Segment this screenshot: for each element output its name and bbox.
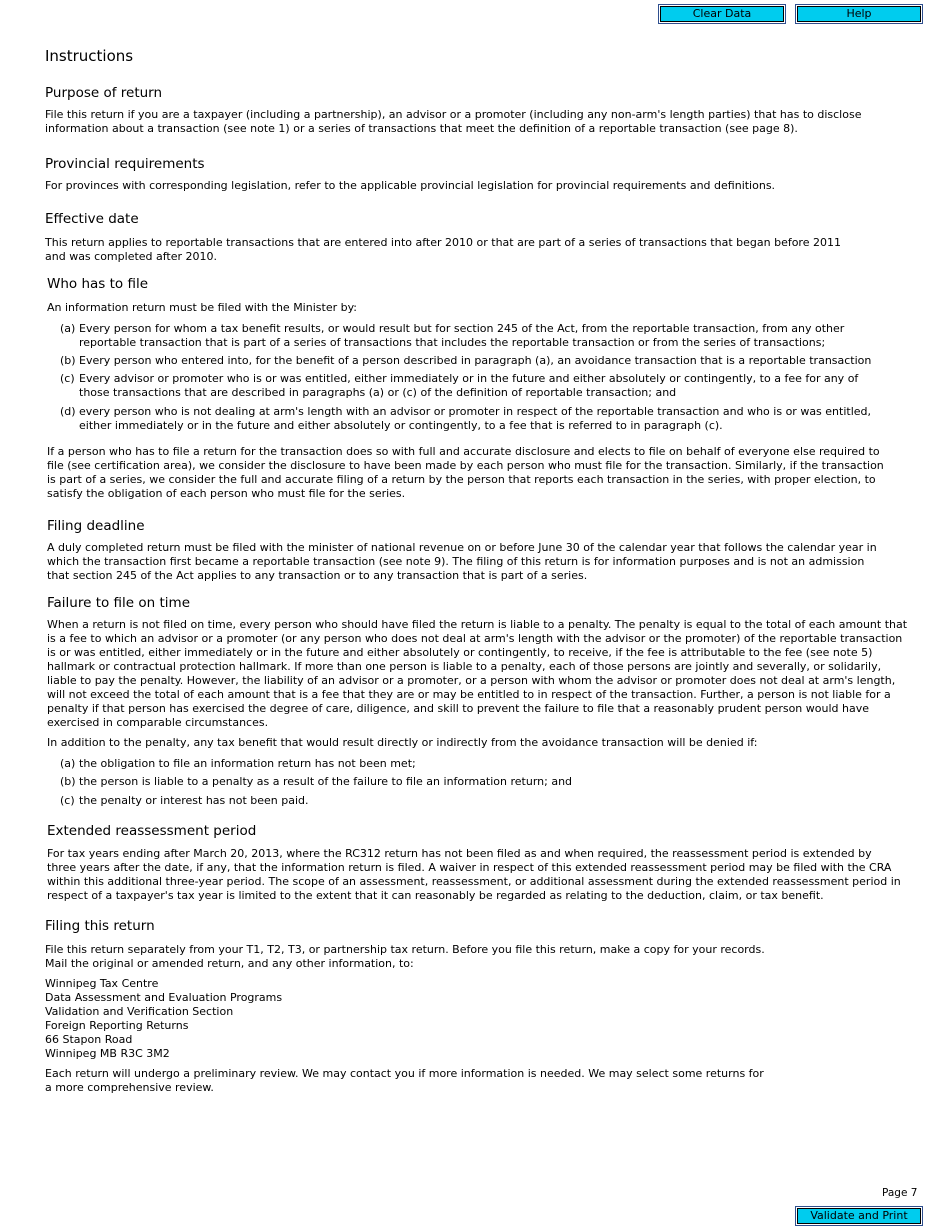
list-item-text: the penalty or interest has not been paid.	[79, 794, 309, 807]
list-item-label: (a)	[60, 322, 76, 335]
list-item	[60, 757, 416, 771]
who-closing: If a person who has to file a return for the transaction does so with full and accurate disclosure and elects to file on behalf of everyone else required to file (see certification area), we consider the disclosure to have been made by each person who must file for the transaction. Similarly, if the transaction is part of a series, we consider the full and accurate filing of a return by the person that reports each transaction in the series, with proper election, to satisfy the obligation of each person who must file for the series.	[47, 445, 884, 500]
extended-heading: Extended reassessment period	[47, 823, 257, 839]
provincial-text: For provinces with corresponding legislation, refer to the applicable provincial legislation for provincial requirements and definitions.	[45, 179, 776, 192]
instructions-title: Instructions	[45, 47, 134, 65]
help-button[interactable]: Help	[797, 6, 921, 22]
list-item	[60, 354, 871, 368]
clear-data-button[interactable]: Clear Data	[660, 6, 784, 22]
purpose-heading: Purpose of return	[45, 85, 163, 101]
list-item-label: (b)	[60, 354, 76, 367]
mailing-address: Winnipeg Tax Centre Data Assessment and Evaluation Programs Validation and Verification Section Foreign Reporting Returns 66 Stapon Road Winnipeg MB R3C 3M2	[45, 977, 283, 1060]
page-number: Page 7	[882, 1187, 918, 1199]
list-item	[60, 775, 572, 789]
list-item	[60, 372, 858, 400]
list-item-text: the obligation to file an information return has not been met;	[79, 757, 416, 770]
extended-text: For tax years ending after March 20, 2013, where the RC312 return has not been filed as and when required, the reassessment period is extended by three years after the date, if any, that the information return is filed. A waiver in respect of this extended reassessment period may be filed with the CRA within this additional three-year period. The scope of an assessment, reassessment, or additional assessment during the extended reassessment period in respect of a taxpayer's tax year is limited to the extent that it can reasonably be regarded as relating to the deduction, claim, or tax benefit.	[47, 847, 901, 902]
effective-text: This return applies to reportable transactions that are entered into after 2010 or that are part of a series of transactions that began before 2011 and was completed after 2010.	[45, 236, 841, 263]
list-item-text: every person who is not dealing at arm's length with an advisor or promoter in respect of the reportable transaction and who is or was entitled, either immediately or in the future and either absolutely or contingently, to a fee that is referred to in paragraph (c).	[79, 405, 872, 432]
filing-closing: Each return will undergo a preliminary review. We may contact you if more information is needed. We may select some returns for a more comprehensive review.	[45, 1067, 764, 1094]
failure-text: When a return is not filed on time, every person who should have filed the return is liable to a penalty. The penalty is equal to the total of each amount that is a fee to which an advisor or a promoter (or any person who does not deal at arm's length with the advisor or the promoter) of the reportable transaction is or was entitled, either immediately or in the future and either absolutely or contingently, to receive, if the fee is attributable to the fee (see note 5) hallmark or contractual protection hallmark. If more than one person is liable to a penalty, each of those persons are jointly and severally, or solidarily, liable to pay the penalty. However, the liability of an advisor or a promoter, or a person with whom the advisor or promoter does not deal at arm's length, will not exceed the total of each amount that is a fee that they are or may be entitled to in respect of the transaction. Further, a person is not liable for a penalty if that person has exercised the degree of care, diligence, and skill to prevent the failure to file that a reasonably prudent person would have exercised in comparable circumstances.	[47, 618, 908, 729]
list-item	[60, 794, 309, 808]
list-item	[60, 405, 871, 433]
failure-heading: Failure to file on time	[47, 595, 191, 611]
list-item-text: Every advisor or promoter who is or was entitled, either immediately or in the future and either absolutely or contingently, to a fee for any of those transactions that are described in paragraphs (a) or (c) of the definition of reportable transaction; and	[79, 372, 859, 399]
list-item-label: (b)	[60, 775, 76, 788]
provincial-heading: Provincial requirements	[45, 156, 205, 172]
list-item-text: the person is liable to a penalty as a result of the failure to file an information return; and	[79, 775, 573, 788]
who-intro: An information return must be filed with the Minister by:	[47, 301, 357, 314]
purpose-text: File this return if you are a taxpayer (including a partnership), an advisor or a promoter (including any non-arm's length parties) that has to disclose information about a transaction (see note 1) or a series of transactions that meet the definition of a reportable transaction (see page 8).	[45, 108, 862, 135]
who-heading: Who has to file	[47, 276, 149, 292]
filing-heading: Filing this return	[45, 918, 155, 934]
list-item-label: (d)	[60, 405, 76, 418]
list-item-label: (c)	[60, 372, 75, 385]
list-item-label: (a)	[60, 757, 76, 770]
list-item	[60, 322, 844, 350]
list-item-text: Every person for whom a tax benefit results, or would result but for section 245 of the Act, from the reportable transaction, from any other reportable transaction that is part of a series of transactions that includes the reportable transaction or from the series of transactions;	[79, 322, 845, 349]
effective-heading: Effective date	[45, 211, 139, 227]
deadline-text: A duly completed return must be filed with the minister of national revenue on or before June 30 of the calendar year that follows the calendar year in which the transaction first became a reportable transaction (see note 9). The filing of this return is for information purposes and is not an admission that section 245 of the Act applies to any transaction or to any transaction that is part of a series.	[47, 541, 877, 582]
validate-and-print-button[interactable]: Validate and Print	[797, 1208, 921, 1224]
list-item-label: (c)	[60, 794, 75, 807]
filing-text: File this return separately from your T1, T2, T3, or partnership tax return. Before you file this return, make a copy for your records. Mail the original or amended return, and any other information, to:	[45, 943, 765, 970]
list-item-text: Every person who entered into, for the benefit of a person described in paragraph (a), an avoidance transaction that is a reportable transaction	[79, 354, 872, 367]
failure-intro: In addition to the penalty, any tax benefit that would result directly or indirectly from the avoidance transaction will be denied if:	[47, 736, 758, 749]
deadline-heading: Filing deadline	[47, 518, 145, 534]
